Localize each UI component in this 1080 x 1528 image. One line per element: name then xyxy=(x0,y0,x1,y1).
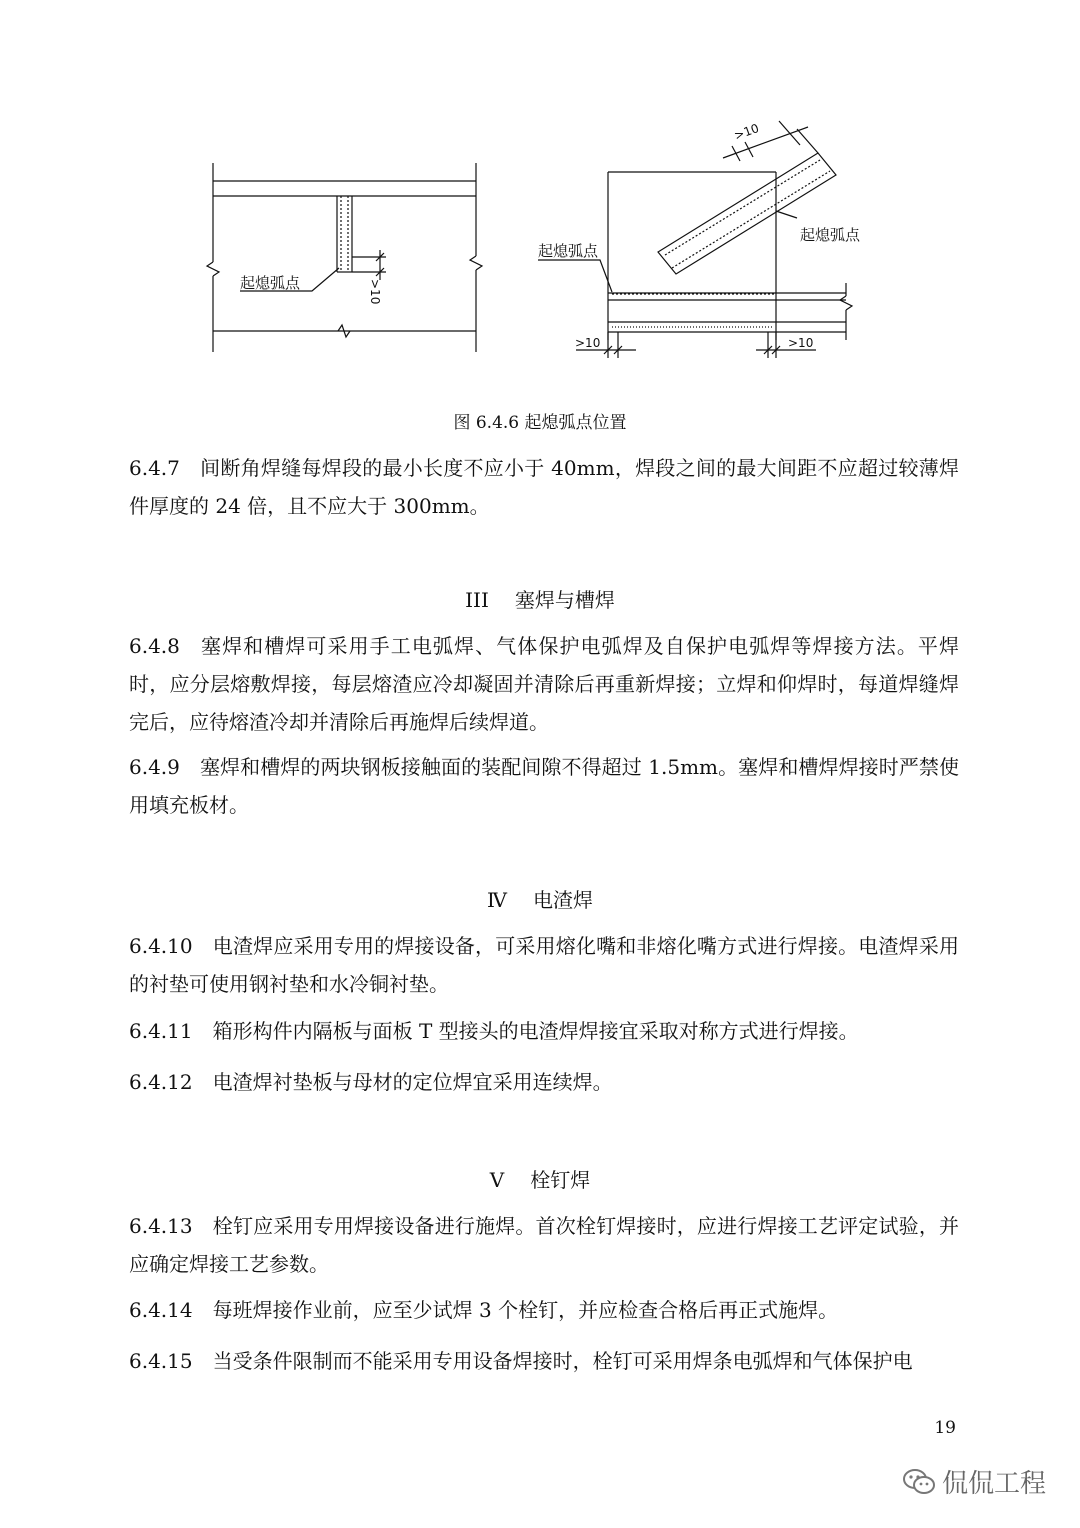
clause-6-4-9: 6.4.9 塞焊和槽焊的两块钢板接触面的装配间隙不得超过 1.5mm。塞焊和槽焊焊接时严禁使用填充板材。 xyxy=(129,755,959,817)
wechat-icon xyxy=(902,1468,936,1496)
clause-6-4-8: 6.4.8 塞焊和槽焊可采用手工电弧焊、气体保护电弧焊及自保护电弧焊等焊接方法。平焊时，应分层熔敷焊接，每层熔渣应冷却凝固并清除后再重新焊接；立焊和仰焊时，每道焊缝焊完后，应待熔渣冷却并清除后再施焊后续焊道。 xyxy=(129,634,959,734)
right-dim-top: >10 xyxy=(732,121,761,143)
clause-6-4-11: 6.4.11 箱形构件内隔板与面板 T 型接头的电渣焊焊接宜采取对称方式进行焊接。 xyxy=(129,1019,859,1043)
section-heading-iv: Ⅳ 电渣焊 xyxy=(487,888,593,912)
section-heading-v: Ⅴ 栓钉焊 xyxy=(489,1168,591,1192)
left-arc-label: 起熄弧点 xyxy=(240,274,301,292)
right-dim-bottom-left: >10 xyxy=(575,336,601,350)
clause-6-4-13: 6.4.13 栓钉应采用专用焊接设备进行施焊。首次栓钉焊接时，应进行焊接工艺评定试验，并应确定焊接工艺参数。 xyxy=(129,1214,959,1276)
clause-6-4-12: 6.4.12 电渣焊衬垫板与母材的定位焊宜采用连续焊。 xyxy=(129,1070,613,1094)
section-heading-iii: III 塞焊与槽焊 xyxy=(465,588,615,612)
weld-arc-point-figure xyxy=(0,0,1080,400)
clause-6-4-14: 6.4.14 每班焊接作业前，应至少试焊 3 个栓钉，并应检查合格后再正式施焊。 xyxy=(129,1298,839,1322)
page-number: 19 xyxy=(934,1418,956,1438)
watermark-text: 侃侃工程 xyxy=(941,1469,1046,1499)
right-arc-label-1: 起熄弧点 xyxy=(538,242,599,260)
watermark xyxy=(902,1463,1046,1500)
clause-6-4-10: 6.4.10 电渣焊应采用专用的焊接设备，可采用熔化嘴和非熔化嘴方式进行焊接。电渣焊采用的衬垫可使用钢衬垫和水冷铜衬垫。 xyxy=(129,934,959,996)
clause-6-4-7: 6.4.7 间断角焊缝每焊段的最小长度不应小于 40mm，焊段之间的最大间距不应超过较薄焊件厚度的 24 倍，且不应大于 300mm。 xyxy=(129,456,959,518)
right-arc-label-2: 起熄弧点 xyxy=(800,226,861,244)
figure-caption: 图 6.4.6 起熄弧点位置 xyxy=(453,413,627,433)
left-dim-label: >10 xyxy=(368,279,382,305)
right-dim-bottom-right: >10 xyxy=(788,336,814,350)
clause-6-4-15: 6.4.15 当受条件限制而不能采用专用设备焊接时，栓钉可采用焊条电弧焊和气体保护电 xyxy=(129,1349,913,1373)
